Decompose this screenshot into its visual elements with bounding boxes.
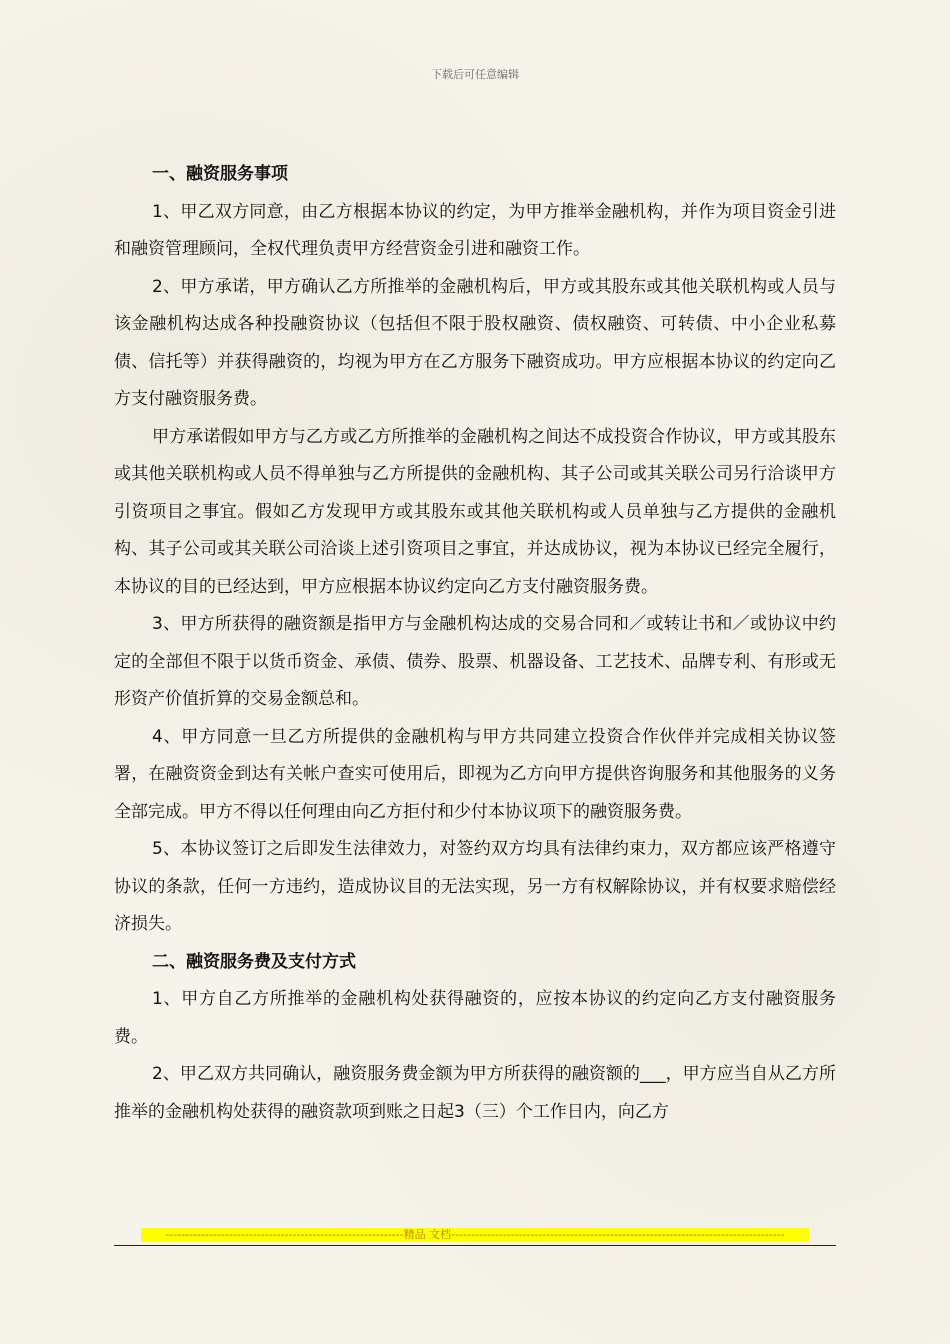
paragraph: 2、甲乙双方共同确认，融资服务费金额为甲方所获得的融资额的___，甲方应当自从乙方所推举的金融机构处获得的融资款项到账之日起3（三）个工作日内，向乙方 — [114, 1064, 836, 1122]
footer-banner: ------------------------------------------------------------精品 文档------------------------------------------------------------------------------------ — [141, 1228, 809, 1242]
paragraph: 1、甲乙双方同意，由乙方根据本协议的约定，为甲方推举金融机构，并作为项目资金引进和融资管理顾问，全权代理负责甲方经营资金引进和融资工作。 — [114, 201, 836, 259]
footer-divider — [114, 1245, 836, 1246]
paragraph: 甲方承诺假如甲方与乙方或乙方所推举的金融机构之间达不成投资合作协议，甲方或其股东或其他关联机构或人员不得单独与乙方所提供的金融机构、其子公司或其关联公司另行洽谈甲方引资项目之事宜。假如乙方发现甲方或其股东或其他关联机构或人员单独与乙方提供的金融机构、其子公司或其关联公司洽谈上述引资项目之事宜，并达成协议，视为本协议已经完全履行，本协议的目的已经达到，甲方应根据本协议约定向乙方支付融资服务费。 — [114, 426, 836, 597]
section-heading: 二、融资服务费及支付方式 — [152, 951, 356, 972]
document-body — [114, 156, 836, 1131]
section-heading: 一、融资服务事项 — [152, 164, 288, 184]
paragraph: 4、甲方同意一旦乙方所提供的金融机构与甲方共同建立投资合作伙伴并完成相关协议签署，在融资资金到达有关帐户查实可使用后，即视为乙方向甲方提供咨询服务和其他服务的义务全部完成。甲方不得以任何理由向乙方拒付和少付本协议项下的融资服务费。 — [114, 726, 836, 822]
paragraph: 1、甲方自乙方所推举的金融机构处获得融资的，应按本协议的约定向乙方支付融资服务费。 — [114, 989, 836, 1047]
paragraph: 2、甲方承诺，甲方确认乙方所推举的金融机构后，甲方或其股东或其他关联机构或人员与该金融机构达成各种投融资协议（包括但不限于股权融资、债权融资、可转债、中小企业私募债、信托等）并获得融资的，均视为甲方在乙方服务下融资成功。甲方应根据本协议的约定向乙方支付融资服务费。 — [114, 276, 836, 409]
page-header: 下载后可任意编辑 — [431, 68, 519, 81]
paragraph: 3、甲方所获得的融资额是指甲方与金融机构达成的交易合同和／或转让书和／或协议中约定的全部但不限于以货币资金、承债、债券、股票、机器设备、工艺技术、品牌专利、有形或无形资产价值折算的交易金额总和。 — [114, 614, 836, 709]
paragraph: 5、本协议签订之后即发生法律效力，对签约双方均具有法律约束力，双方都应该严格遵守协议的条款，任何一方违约，造成协议目的无法实现，另一方有权解除协议，并有权要求赔偿经济损失。 — [114, 839, 836, 934]
